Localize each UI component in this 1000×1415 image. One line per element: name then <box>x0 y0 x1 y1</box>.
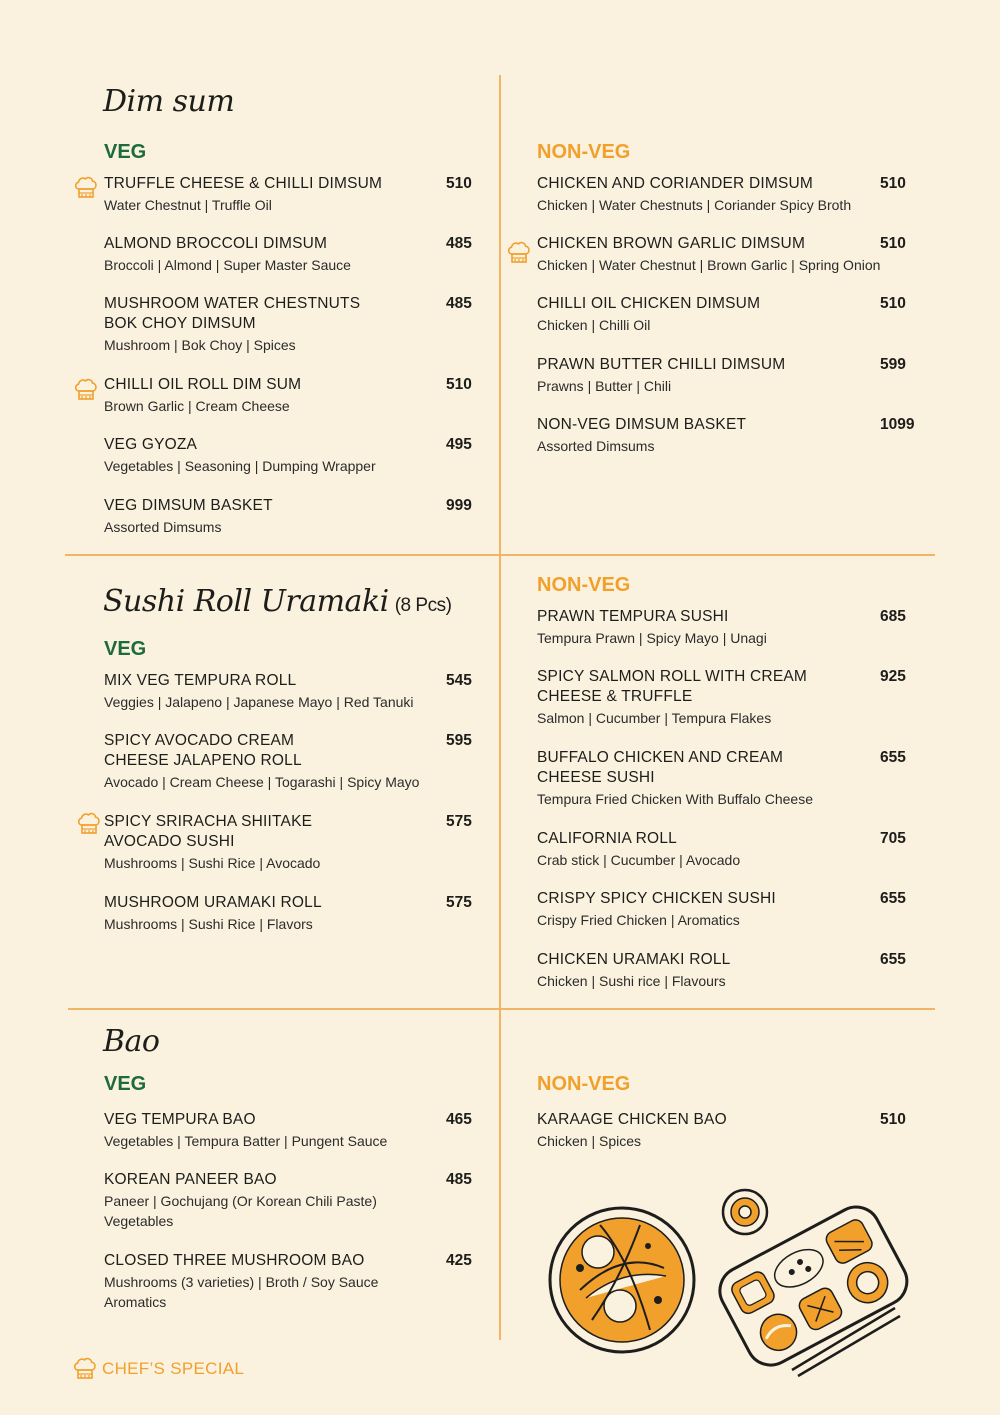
item-price: 545 <box>446 672 472 689</box>
item-description: Chicken | Chilli Oil <box>537 317 651 333</box>
item-price: 655 <box>880 951 906 968</box>
item-description: Tempura Prawn | Spicy Mayo | Unagi <box>537 630 767 646</box>
menu-item <box>104 1110 484 1151</box>
menu-item <box>104 174 484 215</box>
item-name: PRAWN BUTTER CHILLI DIMSUM <box>537 356 786 373</box>
menu-item <box>104 812 484 873</box>
item-price: 425 <box>446 1252 472 1269</box>
section-subtitle: (8 Pcs) <box>394 595 452 616</box>
item-name: CHICKEN AND CORIANDER DIMSUM <box>537 175 814 192</box>
item-description: Chicken | Water Chestnut | Brown Garlic | Spring Onion <box>537 257 881 273</box>
chef-hat-icon <box>73 377 99 403</box>
item-name-line2: CHEESE SUSHI <box>537 769 655 786</box>
item-name: VEG TEMPURA BAO <box>104 1111 256 1128</box>
food-bowl-icon <box>550 1208 694 1352</box>
bao-veg-heading: VEG <box>104 1073 147 1095</box>
item-name: CLOSED THREE MUSHROOM BAO <box>104 1252 365 1269</box>
item-description: Prawns | Butter | Chili <box>537 378 672 394</box>
section-divider-1 <box>65 554 935 556</box>
item-description-line2: Vegetables <box>104 1213 174 1229</box>
menu-item <box>104 375 484 416</box>
food-illustration <box>540 1180 920 1380</box>
menu-item <box>537 889 937 930</box>
item-name: CHICKEN BROWN GARLIC DIMSUM <box>537 235 806 252</box>
dimsum-nonveg-heading: NON-VEG <box>537 141 631 163</box>
menu-item <box>537 174 937 215</box>
item-name: KOREAN PANEER BAO <box>104 1171 277 1188</box>
section-title-dimsum: Dim sum <box>103 84 235 119</box>
item-price: 655 <box>880 749 906 766</box>
item-name: SPICY SALMON ROLL WITH CREAM <box>537 668 808 685</box>
chef-hat-icon <box>73 175 99 201</box>
menu-item <box>537 415 937 456</box>
menu-item <box>104 435 484 476</box>
item-name-line2: AVOCADO SUSHI <box>104 833 235 850</box>
item-description: Vegetables | Tempura Batter | Pungent Sauce <box>104 1133 388 1149</box>
menu-item <box>104 1170 484 1231</box>
item-description: Mushrooms | Sushi Rice | Flavors <box>104 916 313 932</box>
item-name: VEG GYOZA <box>104 436 198 453</box>
item-name: VEG DIMSUM BASKET <box>104 497 273 514</box>
item-price: 685 <box>880 608 906 625</box>
item-name: BUFFALO CHICKEN AND CREAM <box>537 749 784 766</box>
item-name: NON-VEG DIMSUM BASKET <box>537 416 747 433</box>
section-title-sushi: Sushi Roll Uramaki (8 Pcs) <box>103 584 452 619</box>
item-name-line2: CHEESE & TRUFFLE <box>537 688 693 705</box>
item-description: Broccoli | Almond | Super Master Sauce <box>104 257 351 273</box>
menu-item <box>537 355 937 396</box>
item-name: KARAAGE CHICKEN BAO <box>537 1111 727 1128</box>
item-description-line2: Aromatics <box>104 1294 167 1310</box>
item-description: Brown Garlic | Cream Cheese <box>104 398 290 414</box>
item-price: 485 <box>446 235 472 252</box>
item-name-line2: CHEESE JALAPENO ROLL <box>104 752 302 769</box>
item-description: Veggies | Jalapeno | Japanese Mayo | Red Tanuki <box>104 694 414 710</box>
sauce-bowl-icon <box>723 1190 767 1234</box>
menu-item <box>104 671 484 712</box>
column-divider-bottom <box>499 1010 501 1340</box>
item-name: PRAWN TEMPURA SUSHI <box>537 608 729 625</box>
item-description: Assorted Dimsums <box>537 438 655 454</box>
item-name: CHILLI OIL CHICKEN DIMSUM <box>537 295 761 312</box>
item-name: MUSHROOM URAMAKI ROLL <box>104 894 322 911</box>
menu-item <box>537 294 937 335</box>
item-price: 510 <box>446 376 472 393</box>
item-description: Assorted Dimsums <box>104 519 222 535</box>
menu-item <box>104 1251 484 1312</box>
item-description: Crispy Fried Chicken | Aromatics <box>537 912 740 928</box>
item-description: Salmon | Cucumber | Tempura Flakes <box>537 710 772 726</box>
item-description: Avocado | Cream Cheese | Togarashi | Spicy Mayo <box>104 774 420 790</box>
item-name: CHILLI OIL ROLL DIM SUM <box>104 376 302 393</box>
dimsum-veg-heading: VEG <box>104 141 147 163</box>
item-description: Mushroom | Bok Choy | Spices <box>104 337 296 353</box>
menu-item <box>537 748 937 809</box>
menu-item <box>537 1110 937 1151</box>
item-price: 510 <box>880 175 906 192</box>
item-name: ALMOND BROCCOLI DIMSUM <box>104 235 328 252</box>
item-price: 999 <box>446 497 472 514</box>
item-description: Chicken | Sushi rice | Flavours <box>537 973 726 989</box>
item-price: 575 <box>446 894 472 911</box>
chef-hat-icon <box>506 240 532 266</box>
item-price: 465 <box>446 1111 472 1128</box>
item-description: Water Chestnut | Truffle Oil <box>104 197 272 213</box>
item-description: Tempura Fried Chicken With Buffalo Cheese <box>537 791 813 807</box>
sushi-veg-heading: VEG <box>104 638 147 660</box>
item-price: 1099 <box>880 416 915 433</box>
menu-item <box>104 893 484 934</box>
menu-item <box>537 234 937 275</box>
item-description: Mushrooms | Sushi Rice | Avocado <box>104 855 321 871</box>
item-description: Chicken | Spices <box>537 1133 642 1149</box>
section-divider-2 <box>68 1008 935 1010</box>
item-name: MIX VEG TEMPURA ROLL <box>104 672 297 689</box>
item-name: CRISPY SPICY CHICKEN SUSHI <box>537 890 776 907</box>
item-price: 599 <box>880 356 906 373</box>
column-divider-middle <box>499 556 501 1009</box>
menu-item <box>104 294 484 355</box>
menu-item <box>537 607 937 648</box>
item-price: 495 <box>446 436 472 453</box>
item-price: 595 <box>446 732 472 749</box>
item-description: Crab stick | Cucumber | Avocado <box>537 852 741 868</box>
menu-item <box>104 496 484 537</box>
menu-item <box>537 667 937 728</box>
item-name: MUSHROOM WATER CHESTNUTS <box>104 295 361 312</box>
item-name-line2: BOK CHOY DIMSUM <box>104 315 256 332</box>
bao-nonveg-heading: NON-VEG <box>537 1073 631 1095</box>
item-name: CALIFORNIA ROLL <box>537 830 677 847</box>
item-description: Paneer | Gochujang (Or Korean Chili Paste) <box>104 1193 377 1209</box>
item-price: 510 <box>880 235 906 252</box>
item-price: 655 <box>880 890 906 907</box>
item-price: 485 <box>446 295 472 312</box>
item-description: Vegetables | Seasoning | Dumping Wrapper <box>104 458 376 474</box>
chef-hat-icon <box>76 811 102 837</box>
menu-item <box>537 950 937 991</box>
item-name: SPICY AVOCADO CREAM <box>104 732 295 749</box>
item-price: 510 <box>446 175 472 192</box>
item-description: Chicken | Water Chestnuts | Coriander Spicy Broth <box>537 197 852 213</box>
sushi-nonveg-heading: NON-VEG <box>537 574 631 596</box>
chef-hat-icon <box>72 1356 98 1382</box>
item-price: 510 <box>880 295 906 312</box>
menu-item <box>104 234 484 275</box>
column-divider-top <box>499 75 501 555</box>
item-description: Mushrooms (3 varieties) | Broth / Soy Sauce <box>104 1274 379 1290</box>
item-name: CHICKEN URAMAKI ROLL <box>537 951 731 968</box>
item-price: 510 <box>880 1111 906 1128</box>
item-price: 925 <box>880 668 906 685</box>
item-name: TRUFFLE CHEESE & CHILLI DIMSUM <box>104 175 383 192</box>
chef-special-legend <box>72 1356 244 1382</box>
item-price: 485 <box>446 1171 472 1188</box>
legend-label: CHEF’S SPECIAL <box>102 1359 245 1378</box>
section-title-bao: Bao <box>103 1024 160 1059</box>
menu-item <box>537 829 937 870</box>
menu-item <box>104 731 484 792</box>
item-name: SPICY SRIRACHA SHIITAKE <box>104 813 313 830</box>
item-price: 705 <box>880 830 906 847</box>
item-price: 575 <box>446 813 472 830</box>
